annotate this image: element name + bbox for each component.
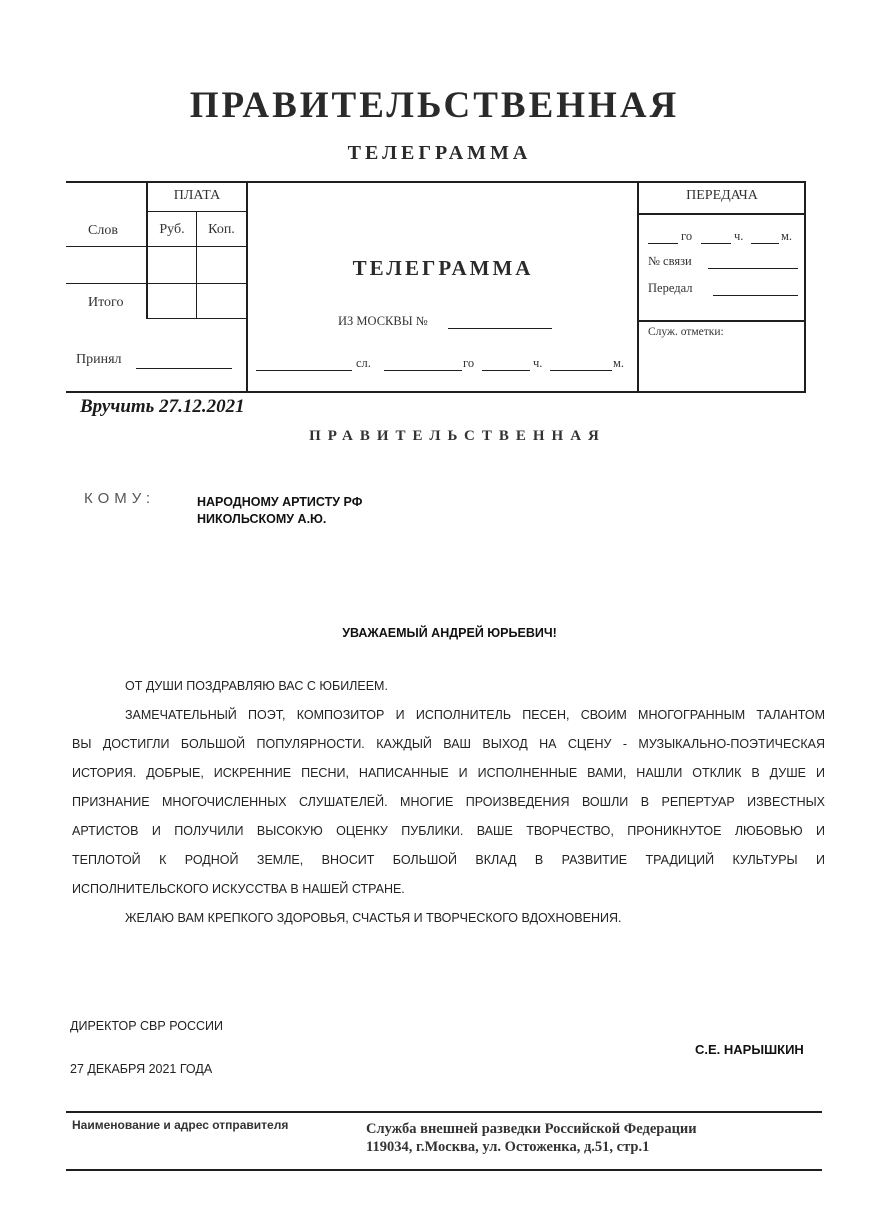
transmission-go-label: го [681, 229, 693, 243]
body-paragraph-1: ОТ ДУШИ ПОЗДРАВЛЯЮ ВАС С ЮБИЛЕЕМ. [125, 679, 388, 693]
service-marks-label: Служ. отметки: [648, 326, 724, 338]
sender-address: 119034, г.Москва, ул. Остоженка, д.51, стр.1 [366, 1139, 650, 1155]
body-line: ИСПОЛНИТЕЛЬСКОГО ИСКУССТВА В НАШЕЙ СТРАНЕ. [72, 882, 405, 896]
to-label: КОМУ: [84, 490, 156, 507]
body-line: ВЫ ДОСТИГЛИ БОЛЬШОЙ ПОПУЛЯРНОСТИ. КАЖДЫЙ ВАШ ВЫХОД НА СЦЕНУ - МУЗЫКАЛЬНО-ПОЭТИЧЕСКАЯ [72, 737, 825, 751]
transmitted-label: Передал [648, 281, 693, 295]
go-label: го [463, 356, 475, 370]
link-number-label: № связи [648, 254, 692, 268]
recipient-line-1: НАРОДНОМУ АРТИСТУ РФ [197, 495, 363, 509]
words-label: Слов [88, 223, 118, 238]
signer-name: С.Е. НАРЫШКИН [695, 1042, 804, 1057]
footer-bottom-rule [66, 1169, 822, 1171]
ch-label: ч. [533, 356, 543, 370]
received-label: Принял [76, 352, 122, 367]
from-moscow-label: ИЗ МОСКВЫ № [338, 314, 428, 328]
body-paragraph-3: ЖЕЛАЮ ВАМ КРЕПКОГО ЗДОРОВЬЯ, СЧАСТЬЯ И ТВОРЧЕСКОГО ВДОХНОВЕНИЯ. [125, 911, 622, 925]
telegram-type: ПРАВИТЕЛЬСТВЕННАЯ [309, 428, 606, 444]
kop-label: Коп. [208, 222, 235, 237]
sender-label: Наименование и адрес отправителя [72, 1118, 289, 1132]
transmission-ch-label: ч. [734, 229, 744, 243]
sl-label: сл. [356, 356, 371, 370]
transmission-m-label: м. [781, 229, 793, 243]
transmission-header: ПЕРЕДАЧА [686, 188, 758, 203]
payment-header: ПЛАТА [173, 188, 221, 203]
recipient-line-2: НИКОЛЬСКОМУ А.Ю. [197, 512, 327, 526]
body-line: ТЕПЛОТОЙ К РОДНОЙ ЗЕМЛЕ, ВНОСИТ БОЛЬШОЙ ВКЛАД В РАЗВИТИЕ ТРАДИЦИЙ КУЛЬТУРЫ И [72, 853, 825, 867]
deliver-date: Вручить 27.12.2021 [80, 396, 245, 417]
body-line: АРТИСТОВ И ПОЛУЧИЛИ ВЫСОКУЮ ОЦЕНКУ ПУБЛИКИ. ВАШЕ ТВОРЧЕСТВО, ПРОНИКНУТОЕ ЛЮБОВЬЮ И [72, 824, 825, 838]
document-subtitle: ТЕЛЕГРАММА [347, 142, 532, 164]
salutation: УВАЖАЕМЫЙ АНДРЕЙ ЮРЬЕВИЧ! [342, 626, 557, 640]
form-center-title: ТЕЛЕГРАММА [352, 256, 534, 280]
body-line: ПРИЗНАНИЕ МНОГОЧИСЛЕННЫХ СЛУШАТЕЛЕЙ. МНОГИЕ ПРОИЗВЕДЕНИЯ ВОШЛИ В РЕПЕРТУАР ИЗВЕСТНЫХ [72, 795, 825, 809]
sender-name: Служба внешней разведки Российской Федерации [366, 1121, 697, 1137]
sender-details [366, 1120, 697, 1156]
body-line: ИСТОРИЯ. ДОБРЫЕ, ИСКРЕННИЕ ПЕСНИ, НАПИСАННЫЕ И ИСПОЛНЕННЫЕ ВАМИ, НАШЛИ ОТКЛИК В ДУШЕ И [72, 766, 825, 780]
body-line: ЗАМЕЧАТЕЛЬНЫЙ ПОЭТ, КОМПОЗИТОР И ИСПОЛНИТЕЛЬ ПЕСЕН, СВОИМ МНОГОГРАННЫМ ТАЛАНТОМ [125, 708, 825, 722]
footer-top-rule [66, 1111, 822, 1113]
m-label: м. [613, 356, 625, 370]
signature-date: 27 ДЕКАБРЯ 2021 ГОДА [70, 1062, 213, 1076]
rub-label: Руб. [159, 222, 185, 237]
document-title: ПРАВИТЕЛЬСТВЕННАЯ [189, 85, 680, 126]
total-label: Итого [88, 295, 124, 310]
signer-position: ДИРЕКТОР СВР РОССИИ [70, 1019, 223, 1033]
